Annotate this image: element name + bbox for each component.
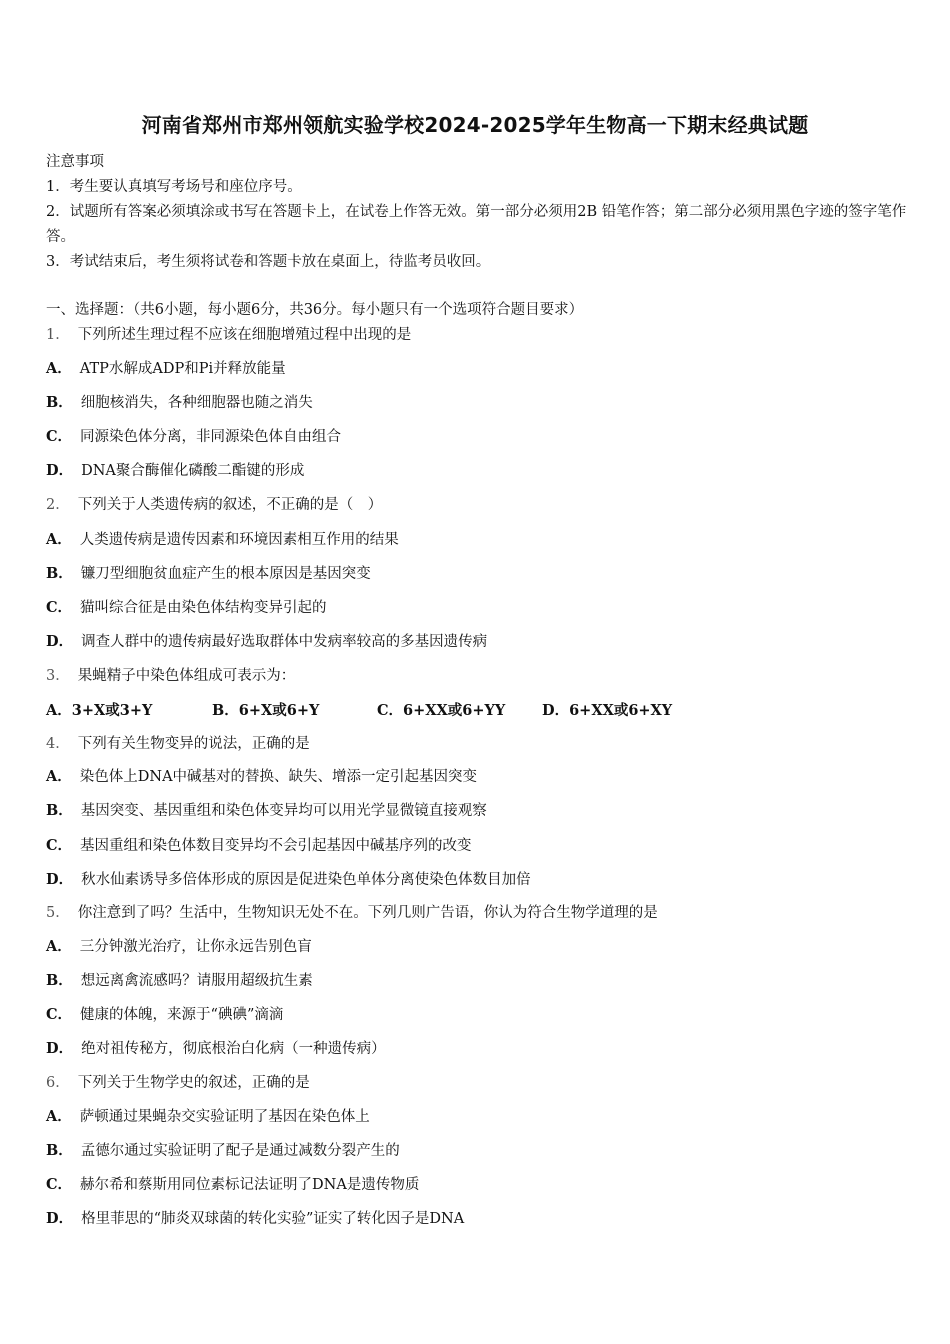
question-number: 1．: [46, 327, 70, 343]
option-c[interactable]: [46, 1002, 283, 1027]
option-b[interactable]: [46, 798, 487, 823]
section-heading: 一、选择题：（共6小题，每小题6分，共36分。每小题只有一个选项符合题目要求）: [46, 302, 584, 318]
question-stem: [46, 323, 411, 348]
option-letter: B．: [46, 565, 73, 582]
option-letter: A．: [46, 938, 72, 955]
notice-item: 2．试题所有答案必须填涂或书写在答题卡上，在试卷上作答无效。第一部分必须用2B 铅笔作答；第二部分必须用黑色字迹的签字笔作答。: [46, 204, 907, 245]
option-text: 6+X或6+Y: [238, 702, 320, 719]
option-c[interactable]: [46, 833, 472, 858]
option-letter: D．: [46, 462, 74, 479]
option-letter: D．: [46, 633, 74, 650]
option-a[interactable]: [46, 698, 152, 723]
option-letter: D．: [542, 702, 570, 719]
option-text: 6+XX或6+XY: [569, 702, 673, 719]
notice-item: 3．考试结束后，考生须将试卷和答题卡放在桌面上，待监考员收回。: [46, 254, 491, 270]
page-title: 河南省郑州市郑州领航实验学校2024-2025学年生物高一下期末经典试题: [141, 113, 809, 137]
option-a[interactable]: [46, 764, 477, 789]
option-text: ATP水解成ADP和Pi并释放能量: [79, 361, 286, 377]
option-letter: A．: [46, 360, 72, 377]
option-text: 猫叫综合征是由染色体结构变异引起的: [80, 600, 327, 616]
notice-section: [46, 150, 908, 275]
option-letter: A．: [46, 702, 72, 719]
option-text: 人类遗传病是遗传因素和环境因素相互作用的结果: [79, 532, 399, 548]
option-b[interactable]: [46, 561, 371, 586]
question-stem: [46, 664, 295, 689]
option-letter: C．: [46, 1176, 73, 1193]
question-number: 3．: [46, 668, 70, 684]
question-text: 下列有关生物变异的说法，正确的是: [77, 736, 310, 752]
notice-item: 1．考生要认真填写考场号和座位序号。: [46, 179, 302, 195]
option-d[interactable]: [542, 698, 672, 723]
option-text: 染色体上DNA中碱基对的替换、缺失、增添一定引起基因突变: [79, 769, 478, 785]
option-text: 镰刀型细胞贫血症产生的根本原因是基因突变: [80, 566, 371, 582]
option-text: 3+X或3+Y: [71, 702, 153, 719]
option-text: 绝对祖传秘方，彻底根治白化病（一种遗传病）: [81, 1041, 386, 1057]
option-b[interactable]: [46, 968, 313, 993]
option-text: 基因突变、基因重组和染色体变异均可以用光学显微镜直接观察: [80, 803, 487, 819]
option-a[interactable]: [46, 356, 286, 381]
question-text: 你注意到了吗？生活中，生物知识无处不在。下列几则广告语，你认为符合生物学道理的是: [77, 905, 658, 921]
option-a[interactable]: [46, 934, 312, 959]
option-c[interactable]: [46, 424, 341, 449]
option-letter: C．: [46, 428, 73, 445]
option-text: 同源染色体分离，非同源染色体自由组合: [80, 429, 342, 445]
option-a[interactable]: [46, 527, 399, 552]
question-text: 下列所述生理过程不应该在细胞增殖过程中出现的是: [77, 327, 412, 343]
option-text: 健康的体魄，来源于“碘碘”滴滴: [80, 1007, 284, 1023]
option-letter: B．: [46, 972, 73, 989]
option-letter: C．: [46, 1006, 73, 1023]
option-text: 三分钟激光治疗，让你永远告别色盲: [79, 939, 312, 955]
option-c[interactable]: [46, 595, 327, 620]
option-text: 孟德尔通过实验证明了配子是通过减数分裂产生的: [80, 1143, 400, 1159]
inline-options: [46, 698, 908, 723]
option-c[interactable]: [46, 1172, 419, 1197]
option-text: 赫尔希和蔡斯用同位素标记法证明了DNA是遗传物质: [80, 1177, 420, 1193]
option-letter: A．: [46, 531, 72, 548]
option-letter: A．: [46, 768, 72, 785]
question-number: 2．: [46, 497, 70, 513]
option-text: DNA聚合酶催化磷酸二酯键的形成: [81, 463, 305, 479]
question-stem: [46, 493, 382, 518]
option-d[interactable]: [46, 629, 487, 654]
option-letter: B．: [212, 702, 239, 719]
question-number: 4．: [46, 736, 70, 752]
question-text: 下列关于人类遗传病的叙述，不正确的是（ ）: [77, 497, 383, 513]
option-text: 格里菲思的“肺炎双球菌的转化实验”证实了转化因子是DNA: [81, 1211, 465, 1227]
question-stem: [46, 1071, 310, 1096]
option-letter: C．: [46, 837, 73, 854]
option-letter: B．: [46, 802, 73, 819]
option-letter: D．: [46, 871, 74, 888]
option-letter: C．: [377, 702, 404, 719]
option-letter: C．: [46, 599, 73, 616]
option-letter: B．: [46, 1142, 73, 1159]
question-text: 果蝇精子中染色体组成可表示为：: [77, 668, 296, 684]
option-d[interactable]: [46, 867, 531, 892]
option-b[interactable]: [46, 390, 313, 415]
option-d[interactable]: [46, 458, 304, 483]
option-letter: B．: [46, 394, 73, 411]
option-b[interactable]: [212, 698, 319, 723]
option-c[interactable]: [377, 698, 505, 723]
option-letter: A．: [46, 1108, 72, 1125]
option-text: 细胞核消失，各种细胞器也随之消失: [80, 395, 313, 411]
question-number: 5．: [46, 905, 70, 921]
option-text: 6+XX或6+YY: [403, 702, 506, 719]
option-letter: D．: [46, 1040, 74, 1057]
notice-heading: 注意事项: [46, 154, 104, 170]
question-text: 下列关于生物学史的叙述，正确的是: [77, 1075, 310, 1091]
question-stem: [46, 901, 658, 926]
option-d[interactable]: [46, 1036, 386, 1061]
question-stem: [46, 732, 310, 757]
option-text: 调查人群中的遗传病最好选取群体中发病率较高的多基因遗传病: [81, 634, 488, 650]
option-text: 秋水仙素诱导多倍体形成的原因是促进染色单体分离使染色体数目加倍: [81, 872, 531, 888]
question-number: 6．: [46, 1075, 70, 1091]
option-d[interactable]: [46, 1206, 464, 1231]
option-letter: D．: [46, 1210, 74, 1227]
option-text: 基因重组和染色体数目变异均不会引起基因中碱基序列的改变: [80, 838, 472, 854]
option-text: 想远离禽流感吗？请服用超级抗生素: [80, 973, 313, 989]
option-b[interactable]: [46, 1138, 400, 1163]
option-text: 萨顿通过果蝇杂交实验证明了基因在染色体上: [79, 1109, 370, 1125]
option-a[interactable]: [46, 1104, 370, 1129]
